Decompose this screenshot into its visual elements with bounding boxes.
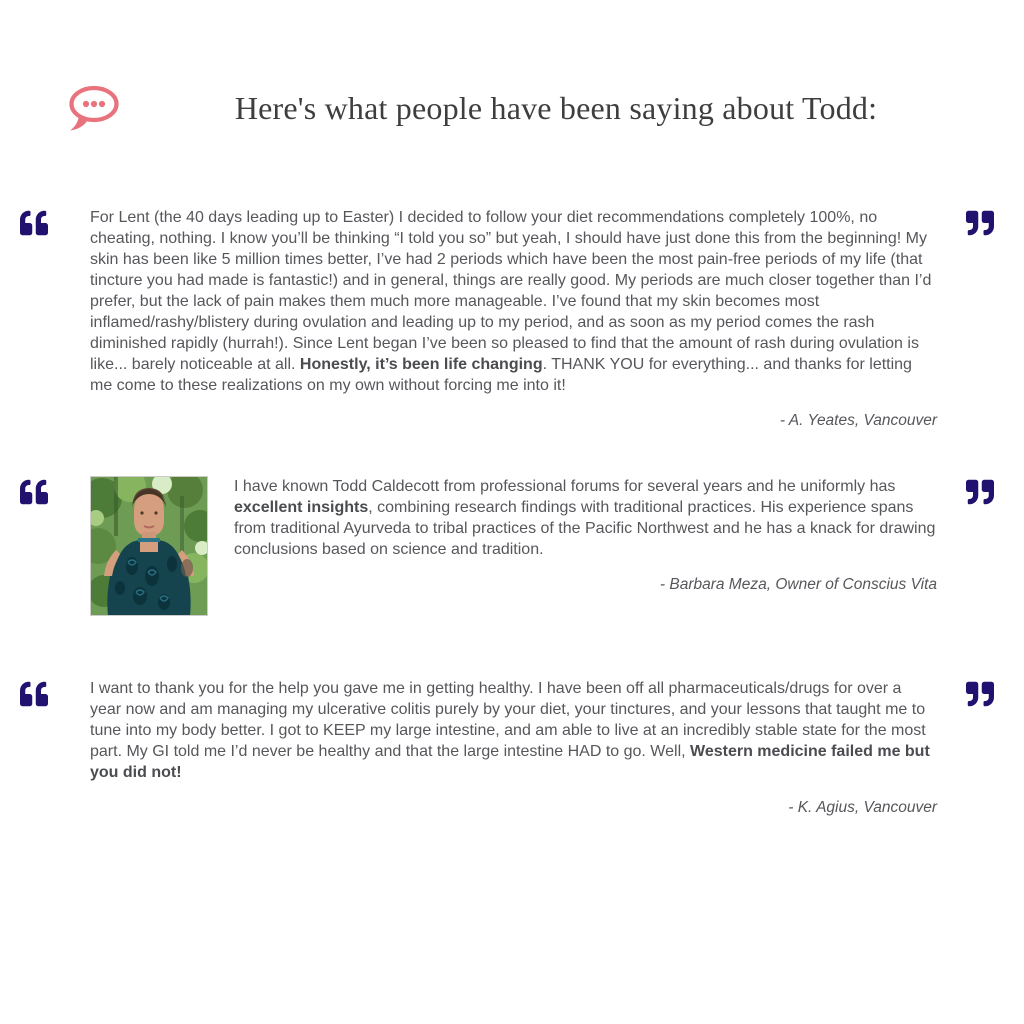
quote-close-icon xyxy=(966,478,994,506)
testimonial-photo xyxy=(90,476,208,616)
speech-bubble-icon xyxy=(66,83,120,135)
testimonial-text: For Lent (the 40 days leading up to Easter) I decided to follow your diet recommendations completely 100%, no cheating, nothing. I know you’ll be thinking “I told you so” but yeah, I should have just done this from the beginning! My skin has been like 5 million times better, I’ve had 2 periods which have been the most pain-free periods of my life (that tincture you had made is fantastic!) and in general, things are really good. My periods are much closer together than I’d prefer, but the lack of pain makes them much more manageable. I’ve found that my skin becomes most inflamed/rashy/blistery during ovulation and leading up to my period, and as soon as my period comes the rash diminished rapidly (hurrah!). Since Lent began I’ve been so pleased to find that the amount of rash during ovulation is like... barely noticeable at all. Honestly, it’s been life changing. THANK YOU for everything... and thanks for letting me come to these realizations on my own without forcing me into it! xyxy=(90,209,932,394)
testimonials xyxy=(0,207,1024,817)
quote-close-column xyxy=(937,207,1024,237)
quote-close-column xyxy=(937,678,1024,708)
testimonial-body xyxy=(90,207,937,430)
testimonial-body xyxy=(90,678,937,817)
testimonial-attribution: - Barbara Meza, Owner of Conscius Vita xyxy=(659,576,937,593)
page-title: Here's what people have been saying about Todd: xyxy=(234,90,878,126)
quote-open-icon xyxy=(20,478,48,506)
quote-close-icon xyxy=(966,680,994,708)
section-header xyxy=(0,83,1024,137)
testimonial xyxy=(0,476,1024,616)
testimonial-text: I have known Todd Caldecott from professional forums for several years and he uniformly has excellent insights, combining research findings with traditional practices. His experience spans from traditional Ayurveda to tribal practices of the Pacific Northwest and he has a knack for drawing conclusions based on science and tradition. xyxy=(234,478,936,558)
testimonial xyxy=(0,207,1024,430)
testimonial-attribution: - K. Agius, Vancouver xyxy=(788,799,937,816)
quote-open-column xyxy=(0,678,90,708)
quote-open-column xyxy=(0,476,90,506)
quote-open-icon xyxy=(20,680,48,708)
quote-open-icon xyxy=(20,209,48,237)
testimonial-body xyxy=(234,476,937,594)
quote-close-column xyxy=(937,476,1024,506)
quote-close-icon xyxy=(966,209,994,237)
testimonial-text: I want to thank you for the help you gave me in getting healthy. I have been off all pharmaceuticals/drugs for over a year now and am managing my ulcerative colitis purely by your diet, your tinctures, and your lessons that taught me to tune into my body better. I got to KEEP my large intestine, and am able to live at an incredibly stable state for the most part. My GI told me I’d never be healthy and that the large intestine HAD to go. Well, Western medicine failed me but you did not! xyxy=(90,680,930,781)
testimonial xyxy=(0,678,1024,817)
testimonial-attribution: - A. Yeates, Vancouver xyxy=(779,412,937,429)
quote-open-column xyxy=(0,207,90,237)
